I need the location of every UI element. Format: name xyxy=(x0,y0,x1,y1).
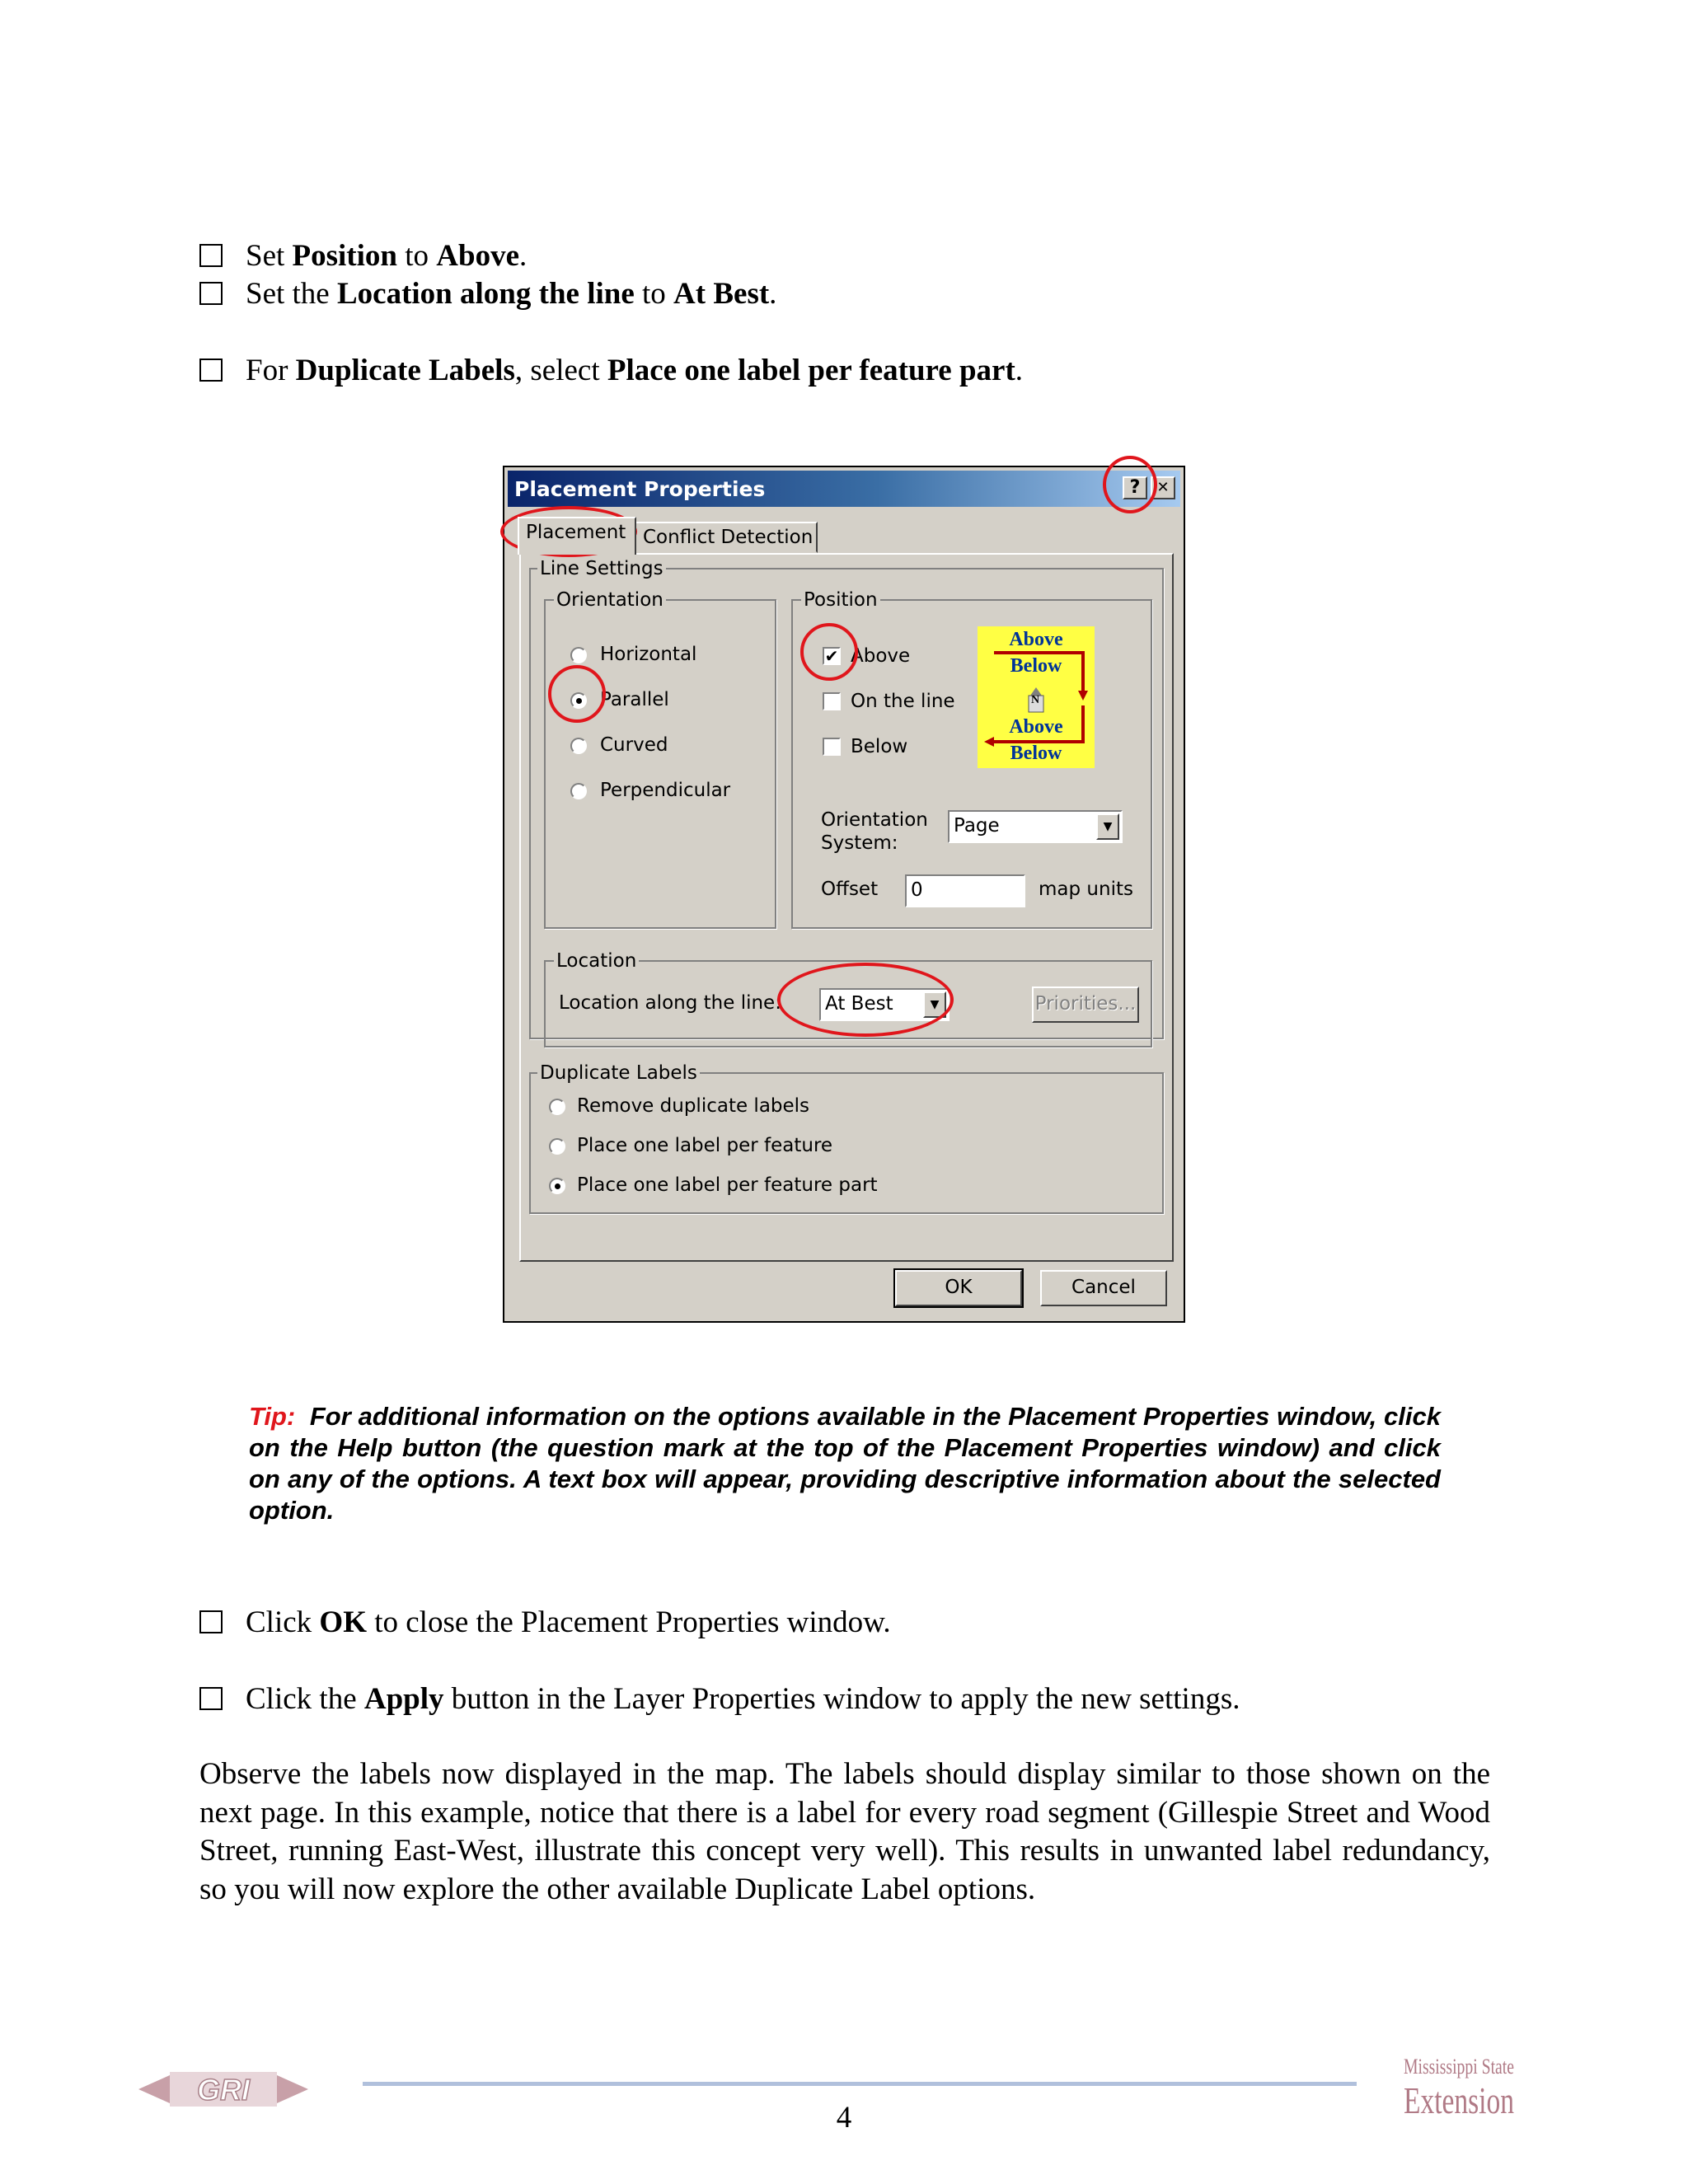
radio-perpendicular[interactable] xyxy=(570,783,587,799)
option-perpendicular: Perpendicular xyxy=(600,780,731,801)
option-curved: Curved xyxy=(600,734,668,756)
page-number: 4 xyxy=(836,2101,852,2135)
diagram-below-2: Below xyxy=(1010,743,1062,764)
location-value: At Best xyxy=(825,993,893,1015)
checkbox-icon xyxy=(199,244,223,267)
location-along-line-label: Location along the line: xyxy=(559,992,781,1014)
location-label: Location xyxy=(554,950,639,972)
step-text: , select xyxy=(514,354,607,387)
dialog-title: Placement Properties xyxy=(514,477,766,501)
step-text: . xyxy=(1015,354,1024,387)
position-group xyxy=(791,589,1152,929)
tip-paragraph xyxy=(249,1401,1441,1526)
tab-conflict-detection[interactable]: Conflict Detection xyxy=(635,522,818,553)
step-click-apply xyxy=(199,1680,1240,1718)
duplicate-labels-group xyxy=(529,1062,1164,1214)
tip-text: For additional information on the options available in the Placement Properties window, click on the Help button (the question mark at the top of the Placement Properties window) and click on any of the options. A text box will appear, providing descriptive information about the selected option. xyxy=(249,1402,1441,1525)
help-button[interactable]: ? xyxy=(1123,476,1147,499)
diagram-north: N xyxy=(1030,694,1040,706)
position-label: Position xyxy=(801,589,880,611)
offset-input[interactable]: 0 xyxy=(905,874,1025,907)
diagram-below-1: Below xyxy=(1010,655,1062,677)
step-text: . xyxy=(519,239,528,273)
checkbox-icon xyxy=(199,1610,223,1633)
radio-place-one-label-per-feature[interactable] xyxy=(549,1138,565,1155)
orientation-system-label-2: System: xyxy=(821,832,898,854)
option-parallel: Parallel xyxy=(600,689,669,710)
footer-divider xyxy=(363,2082,1357,2086)
checkbox-icon xyxy=(199,282,223,305)
line-settings-label: Line Settings xyxy=(537,558,666,579)
gri-logo xyxy=(137,2060,310,2118)
step-text: to close the Placement Properties window. xyxy=(366,1605,891,1639)
step-text: button in the Layer Properties window to apply the new settings. xyxy=(443,1682,1240,1716)
step-click-ok xyxy=(199,1604,891,1642)
step-text: Set the xyxy=(246,277,337,311)
step-text: . xyxy=(769,277,777,311)
radio-curved[interactable] xyxy=(570,738,587,754)
orientation-system-label: Orientation xyxy=(821,809,928,831)
location-group xyxy=(544,950,1152,1047)
gri-logo-icon xyxy=(137,2060,310,2118)
dropdown-arrow-icon[interactable]: ▼ xyxy=(923,991,946,1018)
step-text: Click xyxy=(246,1605,320,1639)
option-below: Below xyxy=(851,736,908,757)
msu-logo-text-1: Mississippi State xyxy=(1404,2055,1514,2079)
step-bold: Apply xyxy=(363,1682,444,1716)
duplicate-labels-label: Duplicate Labels xyxy=(537,1062,700,1084)
placement-properties-dialog xyxy=(503,466,1185,1323)
position-example-diagram xyxy=(978,626,1095,768)
tab-placement[interactable]: Placement xyxy=(518,517,636,555)
orientation-label: Orientation xyxy=(554,589,666,611)
radio-place-one-label-per-feature-part[interactable] xyxy=(549,1178,565,1194)
close-button[interactable]: ✕ xyxy=(1151,476,1175,499)
orientation-system-dropdown[interactable] xyxy=(948,810,1123,843)
dropdown-arrow-icon[interactable]: ▼ xyxy=(1096,813,1119,840)
offset-units-label: map units xyxy=(1039,879,1133,900)
ok-button[interactable]: OK xyxy=(895,1270,1022,1306)
msu-extension-logo xyxy=(1401,2046,1517,2128)
observe-paragraph: Observe the labels now displayed in the map. The labels should display similar to those shown on the next page. In this example, notice that there is a label for every road segment (Gillespie Street and Wood Street, running East-West, illustrate this concept very well). This results in unwanted label redundancy, so you will now explore the other available Duplicate Label options. xyxy=(199,1757,1490,1906)
checkbox-icon xyxy=(199,1687,223,1710)
radio-horizontal[interactable] xyxy=(570,647,587,663)
option-above: Above xyxy=(851,645,911,667)
priorities-button[interactable]: Priorities... xyxy=(1032,987,1139,1023)
step-bold: Place one label per feature part xyxy=(607,354,1015,387)
step-bold: Position xyxy=(292,239,397,273)
msu-logo-icon xyxy=(1401,2046,1517,2128)
option-place-one-label-per-feature: Place one label per feature xyxy=(577,1135,833,1156)
location-dropdown[interactable] xyxy=(819,988,950,1021)
step-bold: Above xyxy=(436,239,520,273)
step-duplicate-labels xyxy=(199,352,1023,390)
step-text: For xyxy=(246,354,296,387)
step-bold: Duplicate Labels xyxy=(295,354,515,387)
offset-label: Offset xyxy=(821,879,879,900)
radio-remove-duplicate-labels[interactable] xyxy=(549,1099,565,1115)
dialog-titlebar xyxy=(508,471,1180,507)
step-set-location xyxy=(199,275,776,313)
step-text: to xyxy=(397,239,437,273)
msu-logo-text-2: Extension xyxy=(1404,2079,1514,2121)
step-bold: At Best xyxy=(673,277,770,311)
step-text: to xyxy=(634,277,674,311)
step-bold: Location along the line xyxy=(336,277,635,311)
step-text: Click the xyxy=(246,1682,364,1716)
orientation-system-value: Page xyxy=(954,815,1000,837)
step-bold: OK xyxy=(319,1605,367,1639)
step-text: Set xyxy=(246,239,293,273)
checkbox-below[interactable] xyxy=(823,738,841,756)
option-horizontal: Horizontal xyxy=(600,644,697,665)
step-set-position xyxy=(199,237,527,275)
option-place-one-label-per-feature-part: Place one label per feature part xyxy=(577,1174,878,1196)
checkbox-on-the-line[interactable] xyxy=(823,692,841,710)
orientation-group xyxy=(544,589,776,929)
cancel-button[interactable]: Cancel xyxy=(1040,1270,1167,1306)
radio-parallel[interactable] xyxy=(570,692,587,709)
checkbox-icon xyxy=(199,359,223,382)
option-on-the-line: On the line xyxy=(851,691,955,712)
gri-logo-text: GRI xyxy=(196,2073,251,2107)
tip-label: Tip: xyxy=(249,1402,296,1431)
diagram-above-1: Above xyxy=(1009,629,1063,650)
checkbox-above[interactable]: ✔ xyxy=(823,647,841,665)
diagram-above-2: Above xyxy=(1009,716,1063,738)
option-remove-duplicate-labels: Remove duplicate labels xyxy=(577,1095,810,1117)
